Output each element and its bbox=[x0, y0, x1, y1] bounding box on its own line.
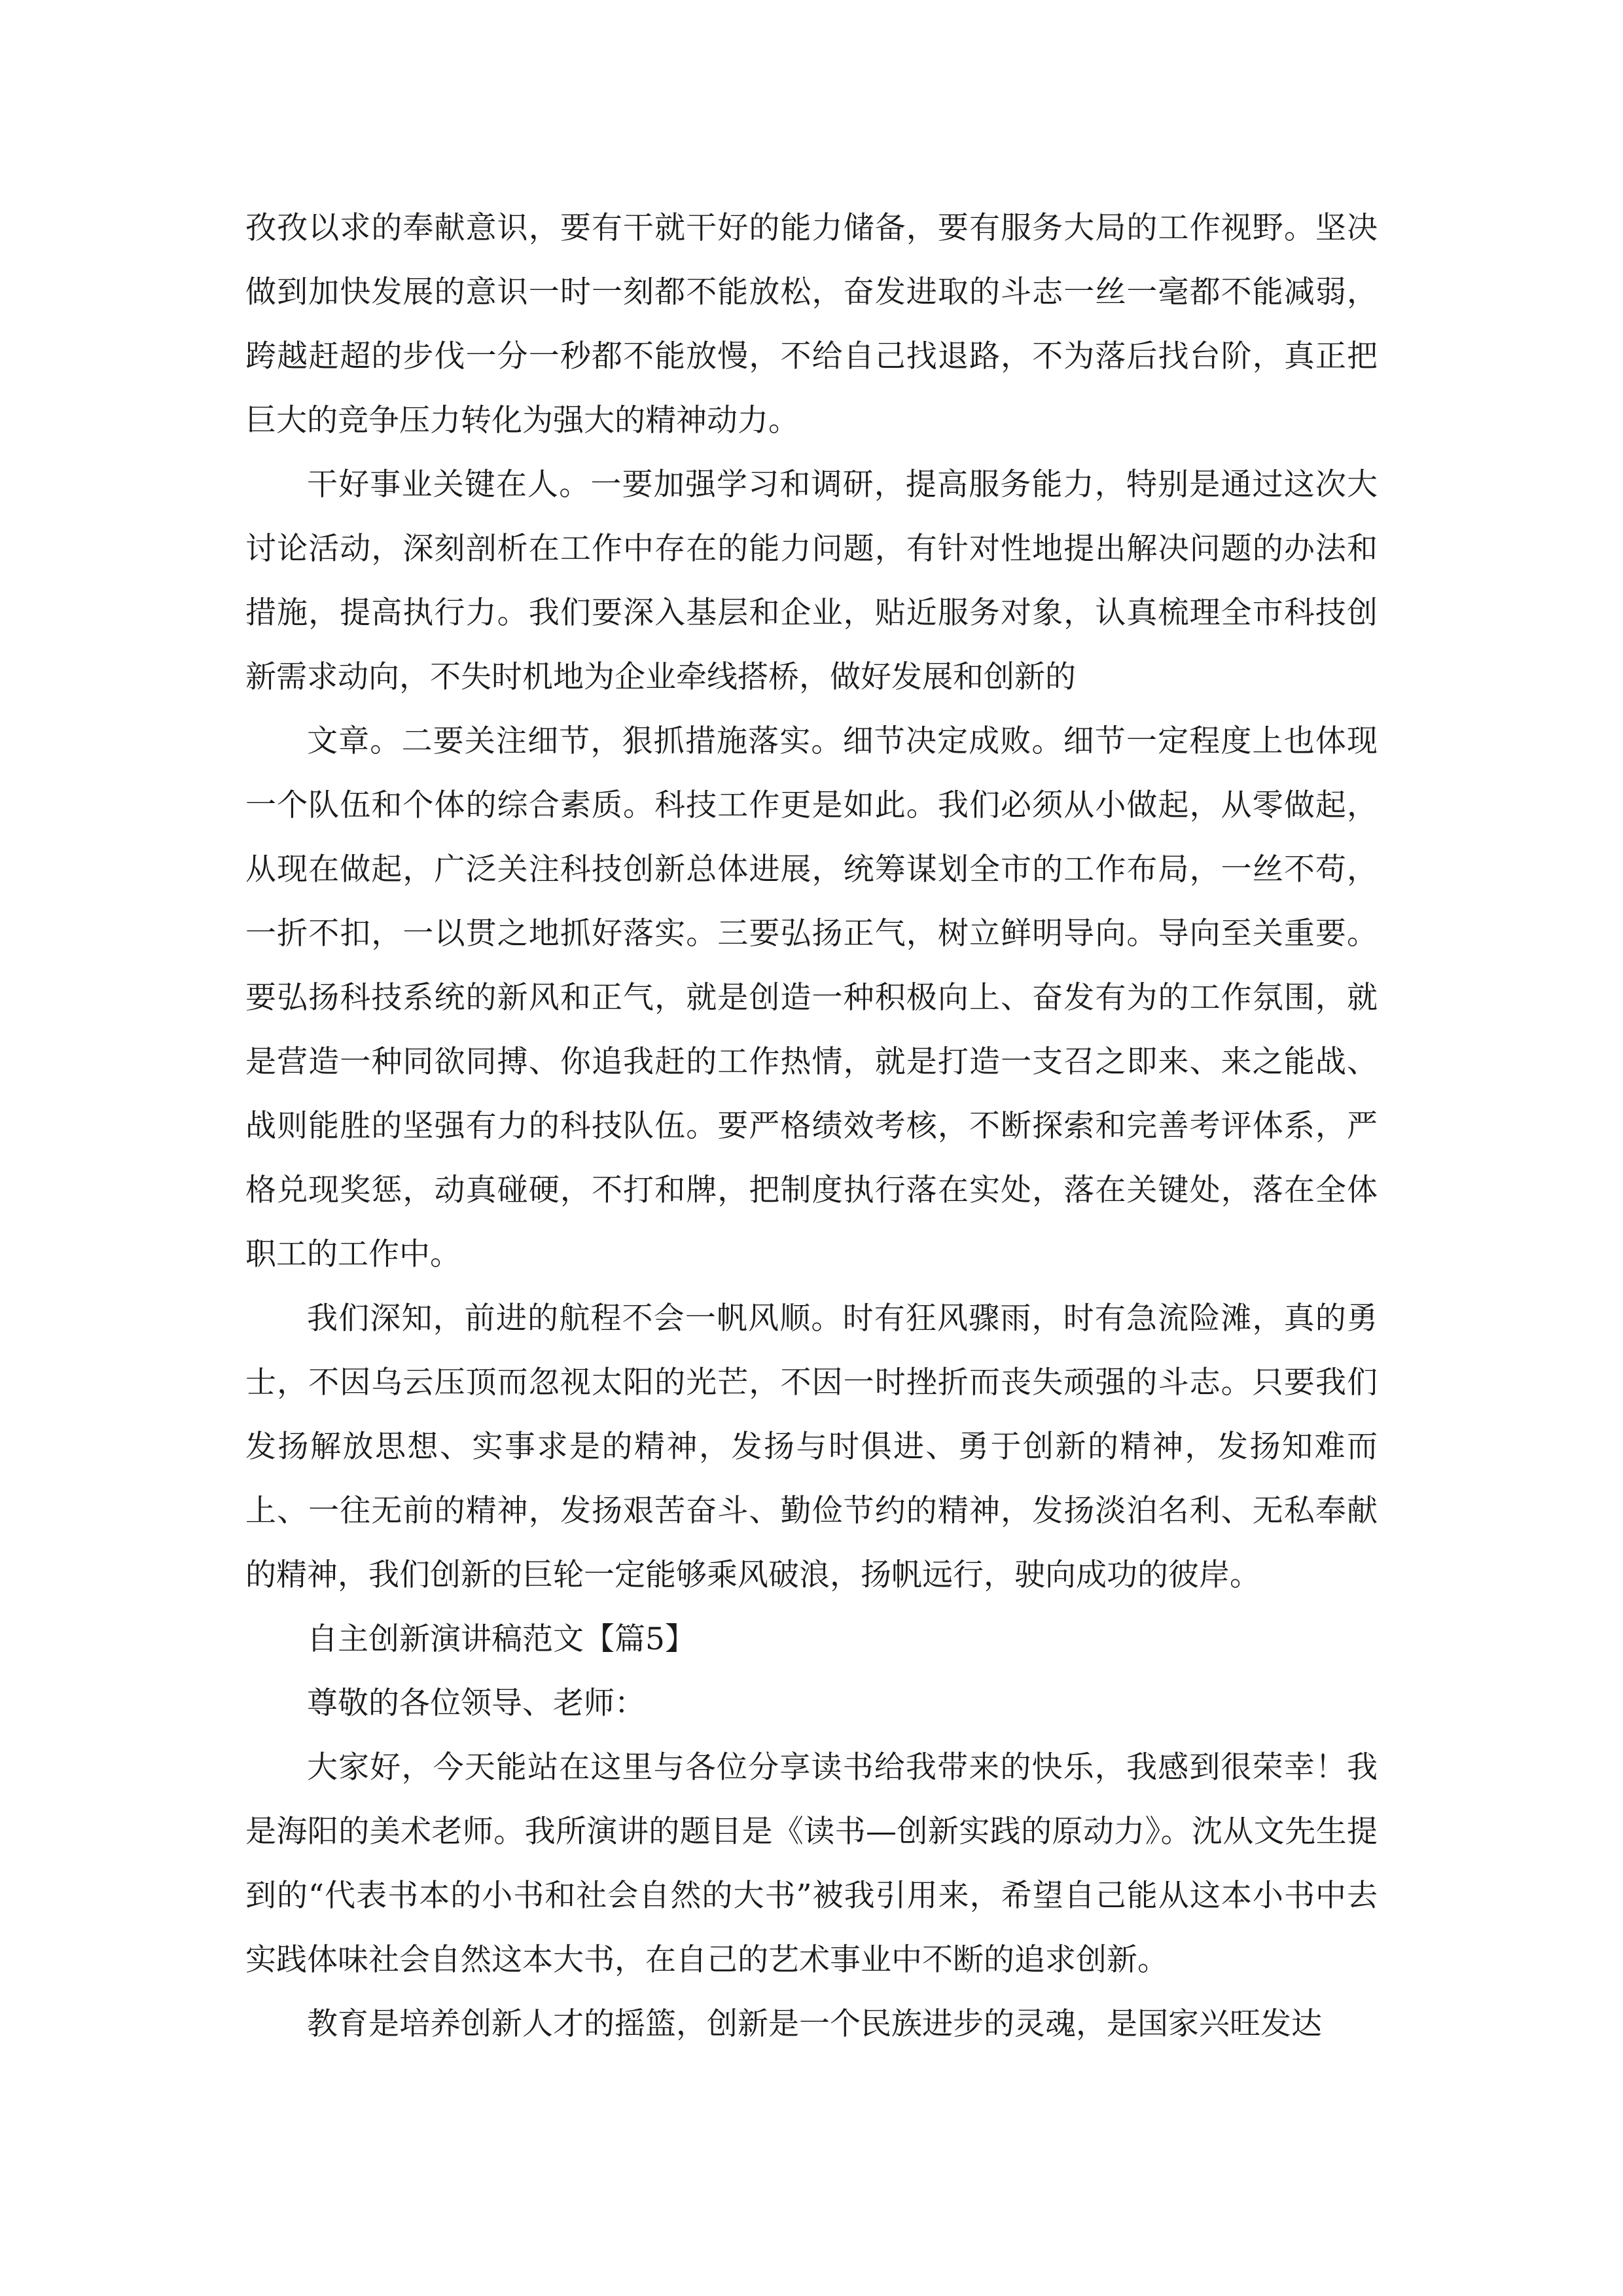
paragraph-continuation: 孜孜以求的奉献意识，要有干就干好的能力储备，要有服务大局的工作视野。坚决做到加快发展的意识一时一刻都不能放松，奋发进取的斗志一丝一毫都不能减弱，跨越赶超的步伐一分一秒都不能放慢，不给自己找退路，不为落后找台阶，真正把巨大的竞争压力转化为强大的精神动力。 bbox=[245, 210, 1378, 439]
paragraph: 教育是培养创新人才的摇篮，创新是一个民族进步的灵魂，是国家兴旺发达 bbox=[307, 2006, 1322, 2042]
paragraph: 干好事业关键在人。一要加强学习和调研，提高服务能力，特别是通过这次大讨论活动，深刻剖析在工作中存在的能力问题，有针对性地提出解决问题的办法和措施，提高执行力。我们要深入基层和企业，贴近服务对象，认真梳理全市科技创新需求动向，不失时机地为企业牵线搭桥，做好发展和创新的 bbox=[245, 467, 1378, 695]
paragraph: 文章。二要关注细节，狠抓措施落实。细节决定成败。细节一定程度上也体现一个队伍和个体的综合素质。科技工作更是如此。我们必须从小做起，从零做起，从现在做起，广泛关注科技创新总体进展，统筹谋划全市的工作布局，一丝不苟，一折不扣，一以贯之地抓好落实。三要弘扬正气，树立鲜明导向。导向至关重要。要弘扬科技系统的新风和正气，就是创造一种积极向上、奋发有为的工作氛围，就是营造一种同欲同搏、你追我赶的工作热情，就是打造一支召之即来、来之能战、战则能胜的坚强有力的科技队伍。要严格绩效考核，不断探索和完善考评体系，严格兑现奖惩，动真碰硬，不打和牌，把制度执行落在实处，落在关键处，落在全体职工的工作中。 bbox=[245, 723, 1378, 1272]
section-heading: 自主创新演讲稿范文【篇5】 bbox=[307, 1621, 696, 1657]
paragraph: 我们深知，前进的航程不会一帆风顺。时有狂风骤雨，时有急流险滩，真的勇士，不因乌云压顶而忽视太阳的光芒，不因一时挫折而丧失顽强的斗志。只要我们发扬解放思想、实事求是的精神，发扬与时俱进、勇于创新的精神，发扬知难而上、一往无前的精神，发扬艰苦奋斗、勤俭节约的精神，发扬淡泊名利、无私奉献的精神，我们创新的巨轮一定能够乘风破浪，扬帆远行，驶向成功的彼岸。 bbox=[245, 1300, 1378, 1593]
salutation: 尊敬的各位领导、老师： bbox=[307, 1685, 645, 1721]
paragraph: 大家好，今天能站在这里与各位分享读书给我带来的快乐，我感到很荣幸！我是海阳的美术老师。我所演讲的题目是《读书—创新实践的原动力》。沈从文先生提到的“代表书本的小书和社会自然的大书”被我引用来，希望自己能从这本小书中去实践体味社会自然这本大书，在自己的艺术事业中不断的追求创新。 bbox=[245, 1749, 1378, 1978]
document-body bbox=[245, 196, 1378, 2056]
